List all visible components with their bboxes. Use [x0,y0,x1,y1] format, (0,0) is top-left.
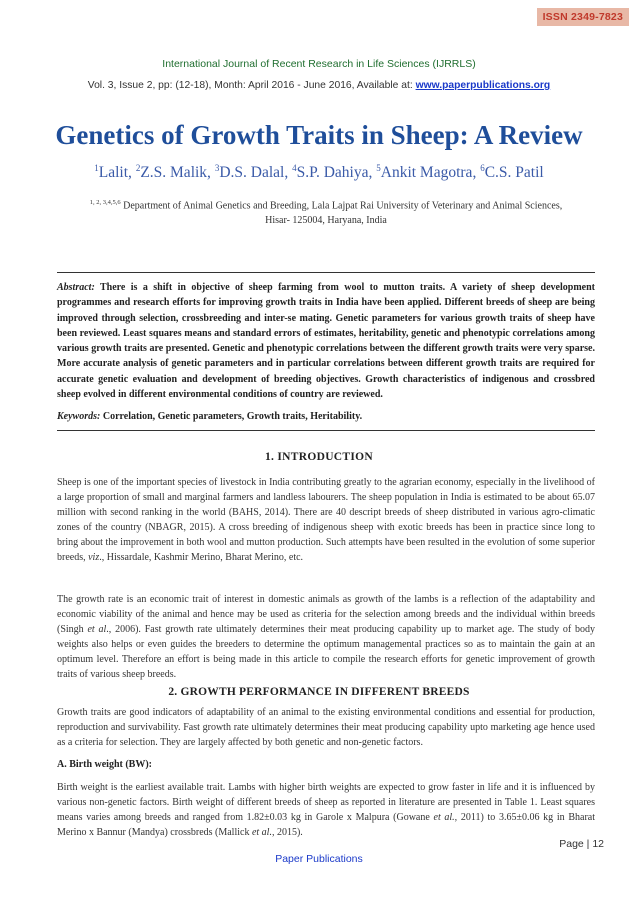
author-name: Lalit, [98,164,136,182]
birth-weight-paragraph [57,780,595,840]
affiliation-sup: 1, 2, 3,4,5,6 [89,199,121,206]
keywords-text: Correlation, Genetic parameters, Growth traits, Heritability. [100,411,363,422]
author-sup: 4 [292,163,297,173]
section-heading-introduction: 1. INTRODUCTION [264,451,373,463]
author-sup: 2 [135,163,141,173]
abstract-bottom-rule [57,430,595,431]
text-run: ., Hissardale, Kashmir Merino, Bharat Merino, etc. [99,552,304,563]
text-run: The growth rate is an economic trait of interest in domestic animals as growth of the lambs is a reflection of the adaptability and economic viability of the animal and hence may be used as criteria for the selection among breeds and the individual within breeds (Singh [57,594,595,635]
affiliation [56,195,596,228]
publisher-footer: Paper Publications [275,853,363,865]
author-name: D.S. Dalal, [219,164,293,182]
text-run-italic: viz [88,552,100,563]
affiliation-line-2: Hisar- 125004, Haryana, India [265,215,387,227]
author-name: Z.S. Malik, [140,164,215,182]
issn-badge: ISSN 2349-7823 [537,8,629,26]
text-run: ., 2006). Fast growth rate ultimately determines their meat producing capability up to market age. The study of body weights also helps or even guides the breeders to determine the optimum managemental practices so as to maintain the gain at an optimum level. Therefore an effort is being made in this article to compile the research efforts for genetic improvement of growth traits of various sheep breeds. [57,624,596,680]
text-run-italic: et al [87,624,107,635]
author-sup: 1 [94,163,99,173]
growth-paragraph-1: Growth traits are good indicators of adaptability of an animal to the existing environmental conditions and essential for production, reproduction and survivability. Fast growth rate ultimately determines their meat producing capability upto marketing age hence used as a criteria for selection. They are largely affected by both genetic and non-genetic factors. [57,707,595,748]
text-run: Birth weight is the earliest available trait. Lambs with higher birth weights are expected to grow faster in life and it is influenced by various non-genetic factors. Birth weight of different breeds of sheep as reported in literature are presented in Table 1. Least squares means varies among breeds and ranged from 1.82±0.03 kg in Garole x Malpura (Gowane [57,782,595,823]
text-run-italic: et al., [251,827,275,838]
paper-title: Genetics of Growth Traits in Sheep: A Review [55,120,583,150]
text-run: 2011) to 3.65±0.06 kg in Bharat Merino x Bannur (Mandya) crossbreds (Mallick [57,812,595,838]
text-run: Sheep is one of the important species of livestock in India contributing greatly to the agrarian economy, especially in the livelihood of a large proportion of small and marginal farmers and landless labourers. The sheep population in India is estimated to be about 65.07 million with second ranking in the world (BAHS, 2014). There are 40 descript breeds of sheep distributed in various agro-climatic zones of the country (NBAGR, 2015). A cross breeding of indigenous sheep with exotic breeds has been in practice since long to bring about the improvement in both wool and mutton production. Such attempts have been resulted in the evolution of some superior breeds, [57,477,595,563]
author-list [0,163,638,182]
abstract-text: There is a shift in objective of sheep farming from wool to mutton traits. A variety of sheep development programmes and research efforts for improving growth traits in India have been applied. Different breeds of sheep are being improved through selection, crossbreeding and inter-se mating. Genetic parameters for various growth traits of sheep have been reviewed. Least squares means and standard errors of estimates, heritability, genetic and phenotypic correlations among various growth traits are presented. Genetic and phenotypic correlations between the different growth traits were very sparse. More accurate analysis of genetic parameters and in particular correlations between different growth traits are required for accurate genetic evaluation and development of breeding objectives. Growth characteristics of indigenous and crossbred sheep evolved in different environmental conditions of country are reviewed. [57,282,595,401]
intro-paragraph-1 [57,475,595,565]
volume-info [0,80,638,91]
author-sup: 6 [480,163,485,173]
author-sup: 5 [376,163,381,173]
abstract [57,280,595,402]
page-number: Page | 12 [559,838,604,850]
volume-text: Vol. 3, Issue 2, pp: (12-18), Month: April 2016 - June 2016, Available at: [87,80,416,91]
keywords-label: Keywords: [57,411,101,422]
author-name: Ankit Magotra, [380,164,481,182]
keywords [57,411,595,422]
affiliation-line-1: Department of Animal Genetics and Breeding, Lala Lajpat Rai University of Veterinary and Animal Sciences, [120,200,563,212]
intro-paragraph-2 [57,592,595,682]
text-run: 2015). [274,827,303,838]
author-name: C.S. Patil [484,164,544,182]
author-sup: 3 [214,163,220,173]
abstract-top-rule [57,272,595,273]
journal-name: International Journal of Recent Research in Life Sciences (IJRRLS) [162,58,476,70]
section-heading-growth-performance: 2. GROWTH PERFORMANCE IN DIFFERENT BREEDS [168,686,470,698]
text-run-italic: et al., [433,812,458,823]
abstract-label: Abstract: [57,282,95,293]
journal-website-link[interactable]: www.paperpublications.org [415,80,551,91]
subheading-birth-weight: A. Birth weight (BW): [57,759,152,770]
author-name: S.P. Dahiya, [296,164,377,182]
